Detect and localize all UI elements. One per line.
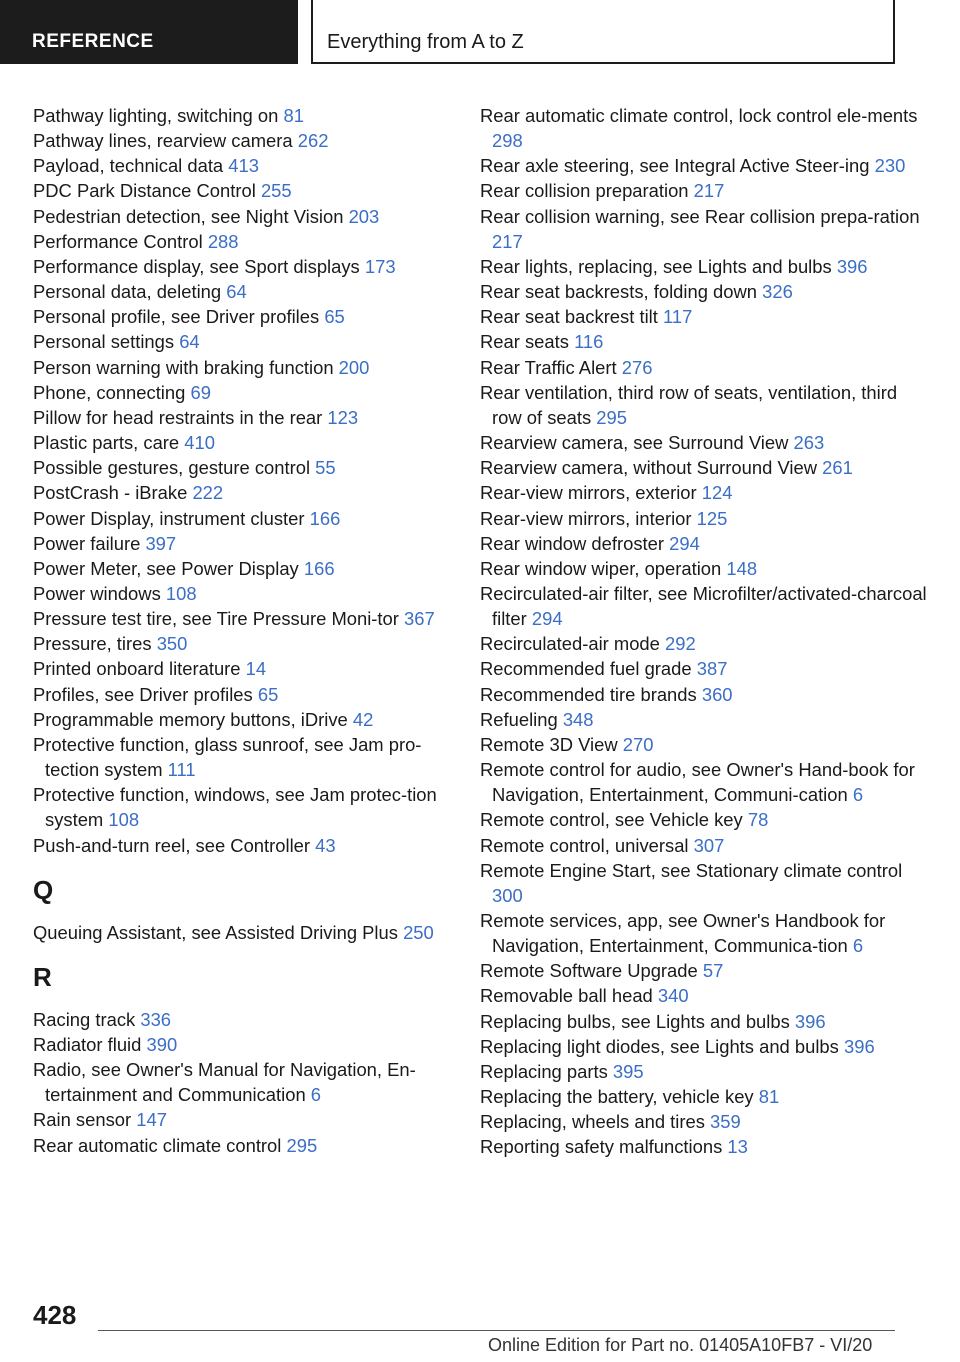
index-entry-term: Rear axle steering, see Integral Active Steer-ing [480,155,870,177]
index-entry [33,920,443,945]
index-entry [33,556,443,581]
page-link[interactable]: 117 [662,306,693,328]
index-entry-term: Rearview camera, without Surround View [480,457,817,479]
index-entry [33,782,443,832]
index-entry [480,707,930,732]
index-entry [480,355,930,380]
index-entry-term: Remote control, see Vehicle key [480,809,743,831]
page-link[interactable]: 230 [874,155,906,177]
index-entry [480,430,930,455]
page-link[interactable]: 413 [228,155,259,177]
index-entry-term: Rear automatic climate control, lock control ele-ments [480,105,918,126]
index-entry-term: Recommended fuel grade [480,658,692,680]
index-entry [480,1084,930,1109]
index-entry [480,254,930,279]
page-link[interactable]: 55 [315,457,336,479]
page-link[interactable]: 173 [364,255,396,277]
index-entry [480,656,930,681]
page-link[interactable]: 262 [297,130,329,152]
page-link[interactable]: 64 [226,281,247,303]
index-entry-term: Remote services, app, see Owner's Handbook for Navigation, Entertainment, Communica-tion [480,910,886,957]
index-entry-term: Rear seat backrest tilt [480,306,658,328]
page-link[interactable]: 340 [657,985,689,1007]
index-entry-term: Phone, connecting [33,381,186,403]
index-entry-term: Power Display, instrument cluster [33,507,305,529]
index-entry-term: Rear collision preparation [480,180,689,202]
page-link[interactable]: 57 [702,960,724,982]
index-entry [33,430,443,455]
page-link[interactable]: 255 [260,180,292,202]
index-entry-term: Pedestrian detection, see Night Vision [33,205,344,227]
index-entry [33,405,443,430]
index-entry [480,380,930,430]
page-link[interactable]: 69 [190,381,211,403]
index-entry-term: Remote control, universal [480,834,689,856]
page-link[interactable]: 397 [145,532,177,554]
page-link[interactable]: 217 [693,180,725,202]
index-entry [480,833,930,858]
index-entry-term: Remote 3D View [480,733,618,755]
index-entry [480,807,930,832]
page-link[interactable]: 166 [309,507,341,529]
index-entry-term: Pillow for head restraints in the rear [33,406,323,428]
index-entry-term: Pathway lines, rearview camera [33,130,293,152]
index-entry-term: Replacing the battery, vehicle key [480,1086,754,1108]
index-entry [480,1134,930,1159]
index-entry-term: Replacing light diodes, see Lights and bulbs [480,1035,839,1057]
page-link[interactable]: 147 [136,1109,167,1131]
index-entry [33,380,443,405]
index-entry [33,656,443,681]
index-entry [33,506,443,531]
page-link[interactable]: 111 [167,759,196,781]
index-entry [33,304,443,329]
index-column-left [33,103,443,1158]
index-entry-term: Person warning with braking function [33,356,334,378]
index-entry-term: Rear automatic climate control [33,1134,282,1156]
index-entry [33,480,443,505]
index-entry-term: Rear-view mirrors, interior [480,507,692,529]
footer-divider [98,1330,895,1331]
page-link[interactable]: 108 [165,582,197,604]
index-entry-term: Power windows [33,582,161,604]
index-entry [480,178,930,203]
page-link[interactable]: 14 [245,658,267,680]
index-entry [33,732,443,782]
index-entry-term: Protective function, windows, see Jam protec-tion system [33,784,437,831]
page-link[interactable]: 360 [701,683,733,705]
page-link[interactable]: 387 [696,658,728,680]
index-entry [33,103,443,128]
page-link[interactable]: 395 [612,1060,644,1082]
index-entry [480,153,930,178]
page-link[interactable]: 108 [108,809,140,831]
index-entry-term: Programmable memory buttons, iDrive [33,708,348,730]
index-entry [480,908,930,958]
page-link[interactable]: 217 [492,230,523,252]
page-link[interactable]: 276 [621,356,653,378]
page-link[interactable]: 410 [184,432,215,454]
index-entry-term: Personal data, deleting [33,281,222,303]
index-entry-term: Reporting safety malfunctions [480,1136,723,1158]
index-entry-term: Queuing Assistant, see Assisted Driving Plus [33,921,398,943]
index-entry-term: Pressure, tires [33,633,152,655]
page-link[interactable]: 166 [303,557,335,579]
index-column-right [480,103,930,1160]
page-link[interactable]: 116 [574,331,604,353]
page-link[interactable]: 350 [156,633,188,655]
index-entry-term: PDC Park Distance Control [33,180,256,202]
edition-note: Online Edition for Part no. 01405A10FB7 - VI/20 [488,1335,873,1355]
index-entry-term: Replacing bulbs, see Lights and bulbs [480,1010,790,1032]
index-entry-term: Remote control for audio, see Owner's Hand-book for Navigation, Entertainment, Communi-cation [480,759,915,806]
page-link[interactable]: 326 [762,281,793,303]
index-entry [480,983,930,1008]
index-entry [480,958,930,983]
page-link[interactable]: 261 [822,457,853,479]
index-entry-term: Remote Software Upgrade [480,960,698,982]
index-entry [480,329,930,354]
index-entry [33,355,443,380]
index-entry-term: Payload, technical data [33,155,224,177]
page-link[interactable]: 295 [286,1134,318,1156]
index-entry-term: Rear window defroster [480,532,664,554]
index-entry-term: Rear Traffic Alert [480,356,617,378]
page-link[interactable]: 359 [710,1111,741,1133]
page-header [0,0,960,66]
index-letter-heading: R [33,961,52,992]
index-entry [480,480,930,505]
index-entry-term: PostCrash - iBrake [33,482,188,504]
index-entry [33,455,443,480]
index-entry [480,556,930,581]
index-entry [480,304,930,329]
page-link[interactable]: 396 [836,255,868,277]
page-link[interactable]: 203 [348,205,380,227]
index-entry [33,254,443,279]
index-entry [480,506,930,531]
page-link[interactable]: 65 [324,306,345,328]
page-link[interactable]: 123 [327,406,359,428]
page-link[interactable]: 6 [852,935,864,957]
index-entry-term: Rear ventilation, third row of seats, ventilation, third row of seats [480,381,898,428]
page-link[interactable]: 396 [844,1035,875,1057]
page-link[interactable]: 295 [596,406,627,428]
index-entry-term: Protective function, glass sunroof, see Jam pro-tection system [33,733,422,781]
index-entry [480,732,930,757]
index-entry-term: Power failure [33,532,141,554]
page-link[interactable]: 222 [192,482,224,504]
page-link[interactable]: 124 [701,482,733,504]
page-link[interactable]: 288 [207,230,239,252]
index-entry [480,1034,930,1059]
page-link[interactable]: 348 [562,708,594,730]
index-entry-term: Rear lights, replacing, see Lights and bulbs [480,255,832,277]
index-entry-term: Performance display, see Sport displays [33,255,360,277]
page-link[interactable]: 390 [146,1034,178,1055]
page-link[interactable]: 250 [403,921,434,943]
chapter-title: Everything from A to Z [311,0,895,64]
index-entry-term: Rearview camera, see Surround View [480,432,789,454]
index-entry [33,204,443,229]
index-entry [33,329,443,354]
index-entry [33,833,443,858]
index-entry-term: Replacing parts [480,1060,608,1082]
index-entry [33,153,443,178]
index-entry-term: Rear seats [480,331,569,353]
page-link[interactable]: 300 [492,884,523,906]
index-entry [33,682,443,707]
page-link[interactable]: 292 [665,633,696,655]
index-entry [480,682,930,707]
index-entry [480,455,930,480]
index-entry-term: Printed onboard literature [33,658,241,680]
index-entry-term: Rear window wiper, operation [480,557,722,579]
index-entry [480,858,930,908]
index-entry-term: Plastic parts, care [33,432,180,454]
index-entry [33,128,443,153]
page-link[interactable]: 64 [179,331,200,353]
page-number: 428 [33,1300,77,1330]
index-entry [480,103,930,153]
page-link[interactable]: 42 [352,708,374,730]
index-entry [33,707,443,732]
section-label: REFERENCE [0,0,298,64]
index-entry [480,1059,930,1084]
index-entry-term: Rear-view mirrors, exterior [480,482,697,504]
index-entry [33,1007,443,1032]
index-entry [33,531,443,556]
index-entry-term: Recirculated-air mode [480,633,660,655]
page-link[interactable]: 81 [283,105,304,126]
page-link[interactable]: 6 [310,1084,322,1106]
index-entry-term: Personal settings [33,331,175,353]
index-entry-term: Radiator fluid [33,1034,142,1055]
page-link[interactable]: 367 [404,608,435,630]
page-link[interactable]: 294 [669,532,700,554]
page-link[interactable]: 270 [622,733,654,755]
page-link[interactable]: 148 [726,557,758,579]
index-entry [33,606,443,631]
index-entry-term: Recirculated-air filter, see Microfilter/activated-charcoal filter [480,582,927,630]
index-entry-term: Rear seat backrests, folding down [480,281,758,303]
index-entry-term: Rain sensor [33,1109,132,1131]
index-entry-term: Personal profile, see Driver profiles [33,306,320,328]
index-entry-term: Pathway lighting, switching on [33,105,279,126]
index-entry-term: Power Meter, see Power Display [33,557,299,579]
page-link[interactable]: 336 [140,1008,172,1030]
index-entry [33,1057,443,1107]
index-entry [33,279,443,304]
index-entry [480,1109,930,1134]
page-link[interactable]: 125 [696,507,728,529]
page-link[interactable]: 298 [492,130,523,152]
index-entry [480,531,930,556]
index-entry [33,1107,443,1132]
index-entry-term: Rear collision warning, see Rear collision prepa-ration [480,205,920,227]
page-link[interactable]: 307 [693,834,725,856]
page-link[interactable]: 294 [531,608,563,630]
page-link[interactable]: 200 [338,356,370,378]
index-entry [33,229,443,254]
page-link[interactable]: 43 [315,834,336,856]
index-entry [480,204,930,254]
index-entry [480,279,930,304]
index-entry [33,581,443,606]
index-entry-term: Performance Control [33,230,203,252]
page-link[interactable]: 78 [747,809,769,831]
index-entry [33,1133,443,1158]
page-link[interactable]: 263 [793,432,825,454]
page-link[interactable]: 13 [727,1136,748,1158]
index-entry [480,757,930,807]
index-entry-term: Possible gestures, gesture control [33,457,311,479]
index-entry-term: Replacing, wheels and tires [480,1111,705,1133]
index-entry-term: Remote Engine Start, see Stationary climate control [480,859,903,881]
page-link[interactable]: 65 [257,683,279,705]
index-entry [480,631,930,656]
page-link[interactable]: 81 [758,1086,780,1108]
page-link[interactable]: 6 [852,784,864,806]
index-entry-term: Racing track [33,1008,136,1030]
index-letter-heading: Q [33,874,54,905]
index-entry-term: Push-and-turn reel, see Controller [33,834,311,856]
index-entry-term: Pressure test tire, see Tire Pressure Moni-tor [33,608,399,630]
index-entry [480,1009,930,1034]
index-entry-term: Recommended tire brands [480,683,697,705]
index-entry-term: Profiles, see Driver profiles [33,683,253,705]
index-entry-term: Radio, see Owner's Manual for Navigation, En-tertainment and Communication [33,1059,416,1106]
index-entry-term: Refueling [480,708,558,730]
index-entry-term: Removable ball head [480,985,653,1007]
index-entry [33,631,443,656]
index-entry [33,1032,443,1057]
index-entry [33,178,443,203]
page-link[interactable]: 396 [794,1010,826,1032]
index-entry [480,581,930,631]
